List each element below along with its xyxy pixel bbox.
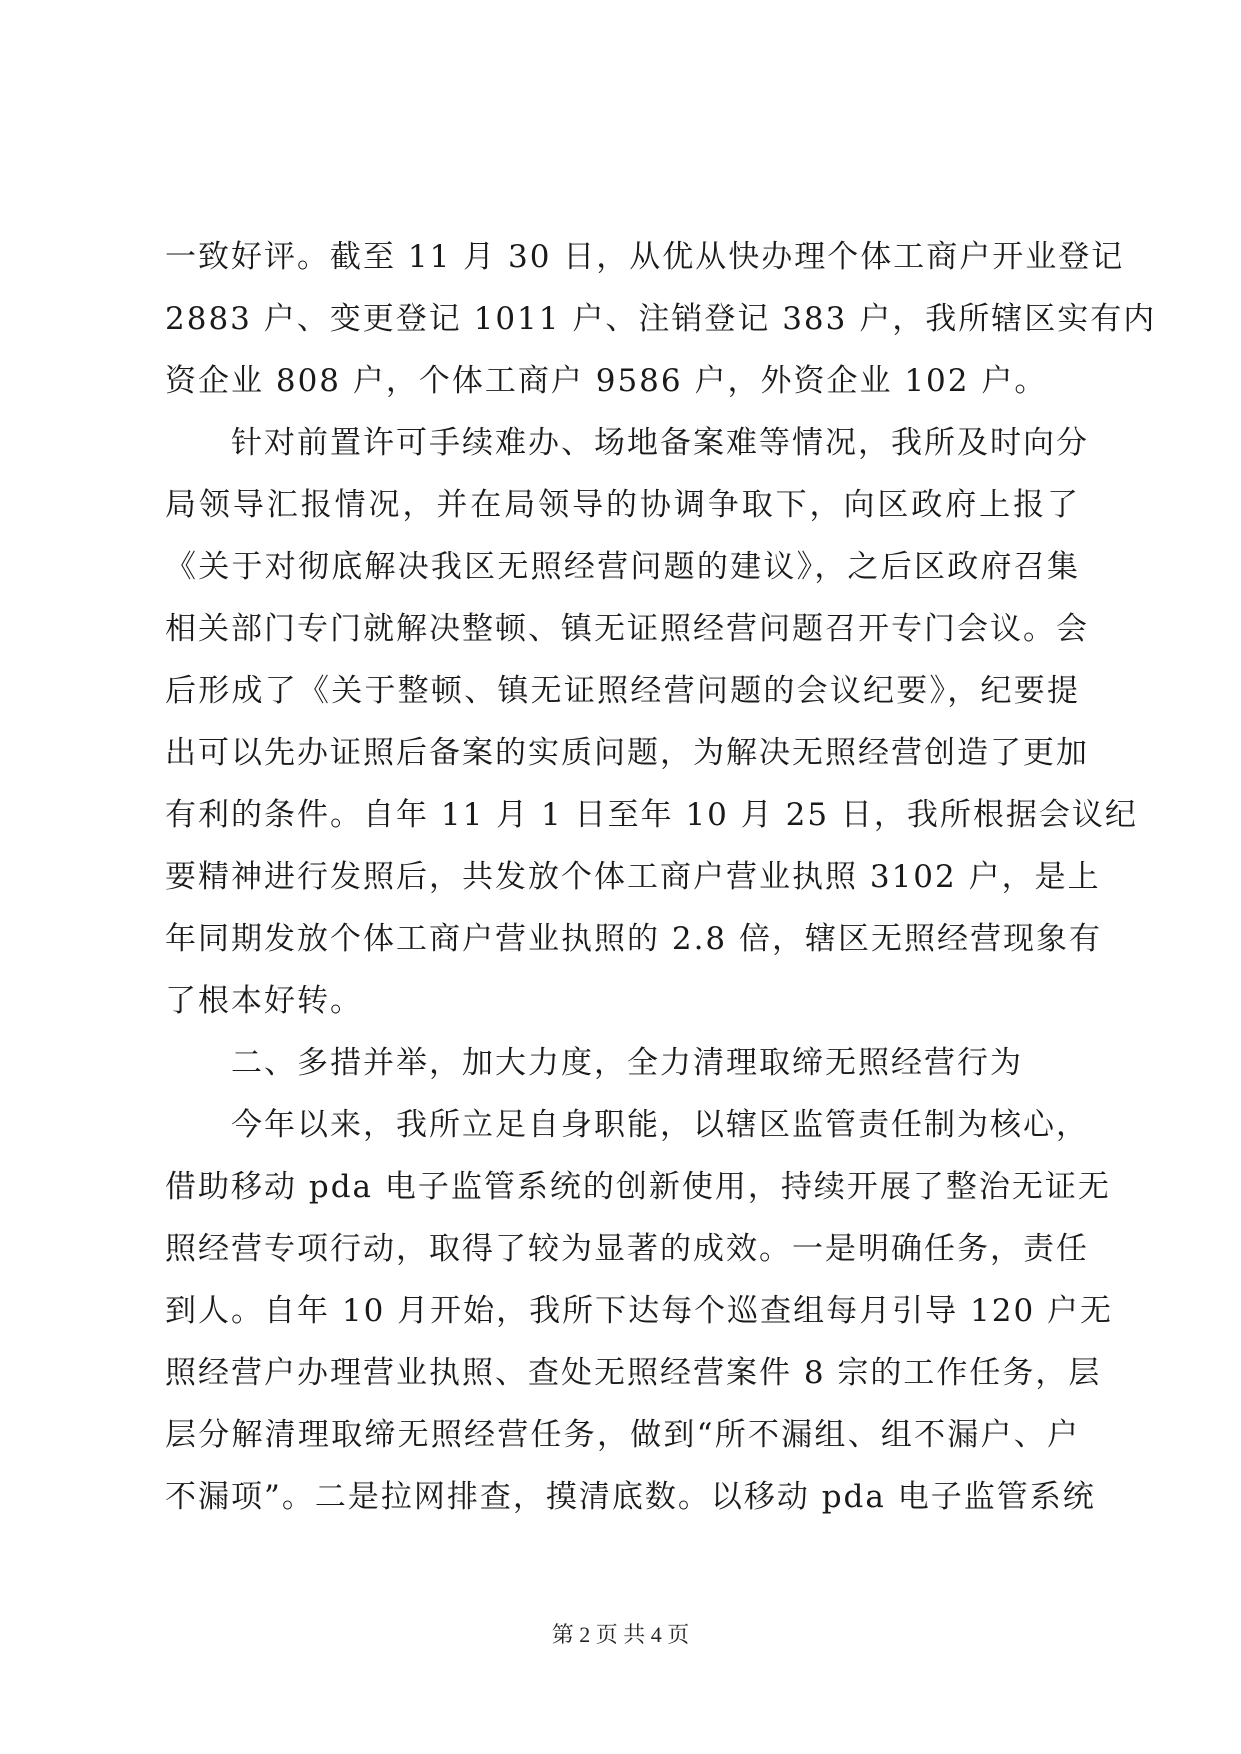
text-line: 照经营户办理营业执照、查处无照经营案件 8 宗的工作任务，层 bbox=[165, 1355, 1102, 1391]
text-line: 针对前置许可手续难办、场地备案难等情况，我所及时向分 bbox=[165, 425, 1089, 461]
text-line: 资企业 808 户，个体工商户 9586 户，外资企业 102 户。 bbox=[165, 363, 1048, 399]
text-line: 今年以来，我所立足自身职能，以辖区监管责任制为核心， bbox=[165, 1107, 1089, 1143]
text-line: 要精神进行发照后，共发放个体工商户营业执照 3102 户，是上 bbox=[165, 859, 1101, 895]
text-line: 有利的条件。自年 11 月 1 日至年 10 月 25 日，我所根据会议纪 bbox=[165, 797, 1138, 833]
text-line: 《关于对彻底解决我区无照经营问题的建议》，之后区政府召集 bbox=[165, 549, 1080, 585]
text-line: 照经营专项行动，取得了较为显著的成效。一是明确任务，责任 bbox=[165, 1231, 1089, 1267]
text-line: 一致好评。截至 11 月 30 日，从优从快办理个体工商户开业登记 bbox=[165, 239, 1125, 275]
text-line: 借助移动 pda 电子监管系统的创新使用，持续开展了整治无证无 bbox=[165, 1169, 1111, 1205]
text-line: 出可以先办证照后备案的实质问题，为解决无照经营创造了更加 bbox=[165, 735, 1089, 771]
text-line: 到人。自年 10 月开始，我所下达每个巡查组每月引导 120 户无 bbox=[165, 1293, 1114, 1329]
text-line: 年同期发放个体工商户营业执照的 2.8 倍，辖区无照经营现象有 bbox=[165, 921, 1103, 957]
text-line: 了根本好转。 bbox=[165, 983, 363, 1019]
text-line: 层分解清理取缔无照经营任务，做到“所不漏组、组不漏户、户 bbox=[165, 1417, 1080, 1453]
text-line: 后形成了《关于整顿、镇无证照经营问题的会议纪要》，纪要提 bbox=[165, 673, 1080, 709]
text-line: 相关部门专门就解决整顿、镇无证照经营问题召开专门会议。会 bbox=[165, 611, 1089, 647]
text-line: 局领导汇报情况，并在局领导的协调争取下，向区政府上报了 bbox=[165, 487, 1080, 523]
text-line: 不漏项”。二是拉网排查，摸清底数。以移动 pda 电子监管系统 bbox=[165, 1479, 1096, 1515]
section-heading: 二、多措并举，加大力度，全力清理取缔无照经营行为 bbox=[165, 1045, 1023, 1081]
page-footer: 第 2 页 共 4 页 bbox=[551, 1622, 690, 1647]
text-line: 2883 户、变更登记 1011 户、注销登记 383 户，我所辖区实有内 bbox=[165, 301, 1157, 337]
document-body bbox=[165, 226, 1157, 1528]
